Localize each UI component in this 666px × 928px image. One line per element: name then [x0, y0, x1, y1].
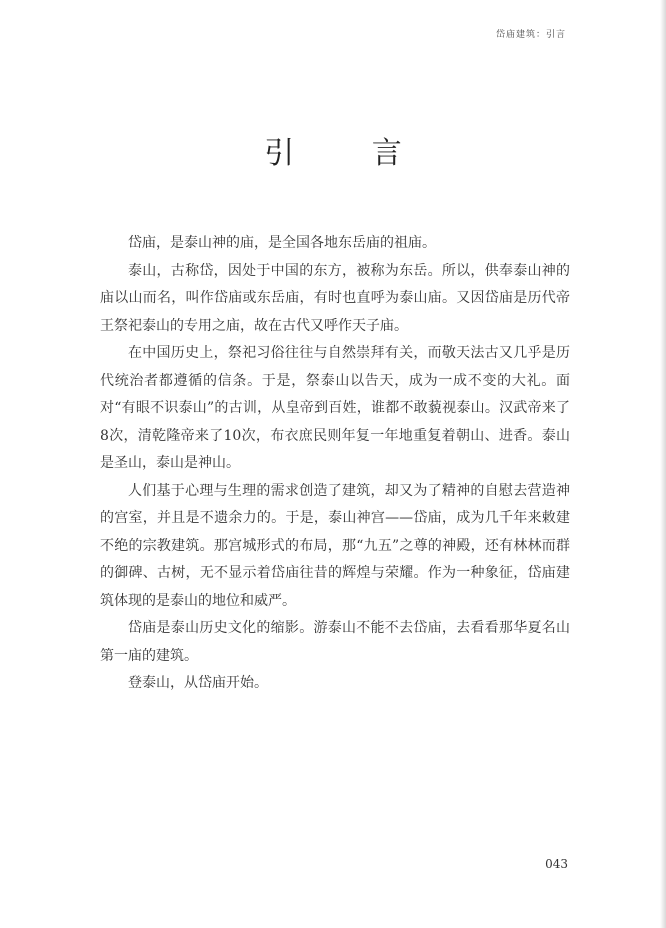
chapter-title: 引 言 — [264, 136, 436, 171]
paragraph: 岱庙是泰山历史文化的缩影。游泰山不能不去岱庙，去看看那华夏名山第一庙的建筑。 — [100, 620, 570, 664]
paragraph: 人们基于心理与生理的需求创造了建筑，却又为了精神的自慰去营造神的宫室，并且是不遗余力的。于是，泰山神宫——岱庙，成为几千年来敕建不绝的宗教建筑。那宫城形式的布局，那“九五”之尊的神殿，还有林林而群的御碑、古树，无不显示着岱庙往昔的辉煌与荣耀。作为一种象征，岱庙建筑体现的是泰山的地位和威严。 — [100, 482, 570, 609]
paragraph: 泰山，古称岱，因处于中国的东方，被称为东岳。所以，供奉泰山神的庙以山而名，叫作岱庙或东岳庙，有时也直呼为泰山庙。又因岱庙是历代帝王祭祀泰山的专用之庙，故在古代又呼作天子庙。 — [100, 262, 570, 334]
page-number: 043 — [545, 857, 568, 871]
running-head: 岱庙建筑：引言 — [495, 30, 566, 40]
paragraph: 岱庙，是泰山神的庙，是全国各地东岳庙的祖庙。 — [128, 235, 436, 251]
paragraph: 在中国历史上，祭祀习俗往往与自然崇拜有关，而敬天法古又几乎是历代统治者都遵循的信条。于是，祭泰山以告天，成为一成不变的大礼。面对“有眼不识泰山”的古训，从皇帝到百姓，谁都不敢藐视泰山。汉武帝来了8次，清乾隆帝来了10次，布衣庶民则年复一年地重复着朝山、进香。泰山是圣山，泰山是神山。 — [100, 345, 570, 471]
body-text — [100, 230, 570, 698]
paragraph: 登泰山，从岱庙开始。 — [128, 675, 268, 691]
